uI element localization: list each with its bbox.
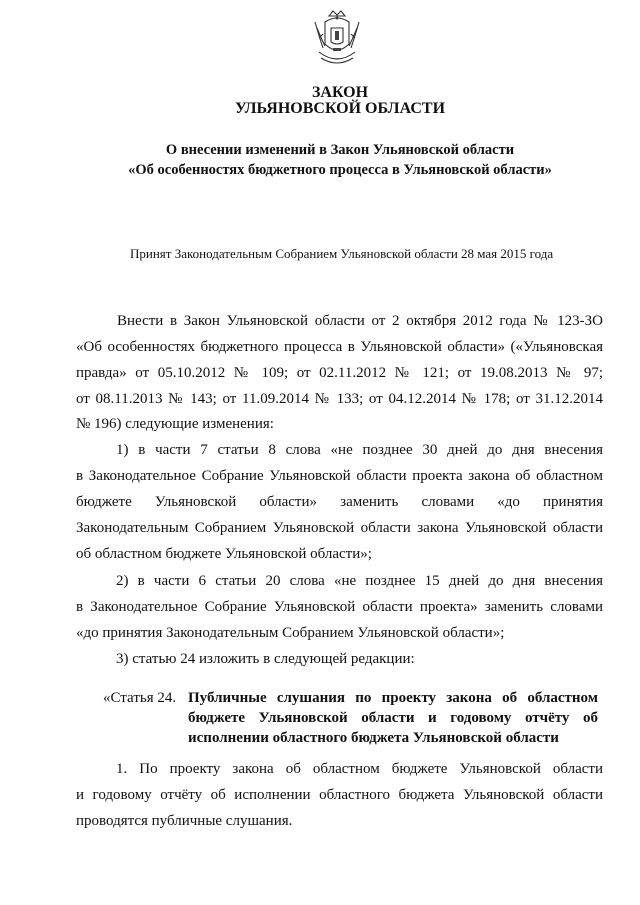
document-title-line1: ЗАКОН — [311, 84, 369, 101]
article-title-line: исполнении областного бюджета Ульяновской области — [188, 730, 559, 746]
para1-line: проводятся публичные слушания. — [76, 813, 293, 829]
document-subtitle-line1: О внесении изменений в Закон Ульяновской области — [165, 142, 515, 158]
article-title-line: бюджете Ульяновской области и годовому отчёту об — [188, 710, 598, 726]
intro-line: «Об особенностях бюджетного процесса в Ульяновской области» («Ульяновская — [76, 339, 603, 355]
item1-line: Законодательным Собранием Ульяновской области закона Ульяновской области — [76, 520, 603, 536]
document-subtitle-line2: «Об особенностях бюджетного процесса в Ульяновской области» — [128, 162, 552, 178]
item2-line: в Законодательное Собрание Ульяновской области проекта» заменить словами — [76, 599, 603, 615]
para1-line: и годовому отчёту об исполнении областного бюджета Ульяновской области — [76, 787, 603, 803]
article-label: «Статья 24. — [103, 690, 177, 706]
para1-line: 1. По проекту закона об областном бюджете Ульяновской области — [116, 761, 603, 777]
item1-line: 1) в части 7 статьи 8 слова «не позднее 30 дней до дня внесения — [116, 442, 603, 458]
item2-line: «до принятия Законодательным Собранием Ульяновской области»; — [76, 625, 505, 641]
item1-line: в Законодательное Собрание Ульяновской области проекта закона об областном — [76, 468, 603, 484]
item1-line: бюджете Ульяновской области» заменить словами «до принятия — [76, 494, 603, 510]
adoption-note: Принят Законодательным Собранием Ульяновской области 28 мая 2015 года — [130, 246, 554, 261]
item1-line: об областном бюджете Ульяновской области»; — [76, 546, 372, 562]
article-title-line: Публичные слушания по проекту закона об областном — [188, 690, 598, 706]
intro-line: № 196) следующие изменения: — [76, 416, 274, 432]
intro-line: от 08.11.2013 № 143; от 11.09.2014 № 133; от 04.12.2014 № 178; от 31.12.2014 — [76, 391, 603, 407]
intro-line: Внести в Закон Ульяновской области от 2 октября 2012 года № 123-ЗО — [117, 313, 603, 329]
coat-of-arms-emblem — [311, 8, 363, 70]
item2-line: 2) в части 6 статьи 20 слова «не позднее 15 дней до дня внесения — [116, 573, 603, 589]
document-title-line2: УЛЬЯНОВСКОЙ ОБЛАСТИ — [234, 100, 446, 117]
item3-line: 3) статью 24 изложить в следующей редакции: — [116, 651, 415, 667]
intro-line: правда» от 05.10.2012 № 109; от 02.11.2012 № 121; от 19.08.2013 № 97; — [76, 365, 603, 381]
